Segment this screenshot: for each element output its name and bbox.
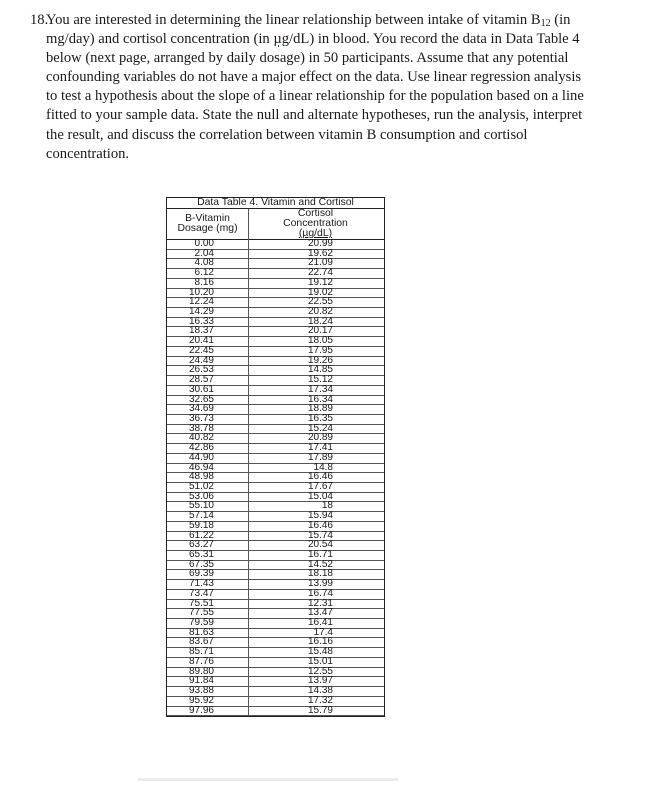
cortisol-cell: 15.12 <box>307 374 333 386</box>
cortisol-cell: 20.99 <box>307 238 333 249</box>
dosage-cell: 67.35 <box>188 558 214 570</box>
dosage-cell: 22.45 <box>188 344 214 356</box>
cortisol-cell: 13.97 <box>307 675 333 687</box>
dosage-cell: 73.47 <box>188 587 214 599</box>
unit-text: µg <box>273 31 290 48</box>
cortisol-cell: 16.46 <box>307 519 333 531</box>
dosage-cell: 55.10 <box>188 500 214 512</box>
dosage-cell: 32.65 <box>188 393 214 405</box>
question-text <box>48 11 636 164</box>
text-span: fitted to your sample data. State the null and alternate hypotheses, run the analysis, interpret <box>46 107 583 124</box>
dosage-cell: 65.31 <box>188 549 214 560</box>
text-span: You are interested in determining the linear relationship between intake of vitamin B <box>46 12 541 28</box>
dosage-cell: 42.86 <box>188 442 214 454</box>
text-span: below (next page, arranged by daily dosage) in 50 participants. Assume that any potential <box>46 50 569 67</box>
cortisol-cell: 18.18 <box>307 568 333 580</box>
data-table <box>166 197 385 717</box>
cortisol-cell: 14.52 <box>307 558 333 570</box>
dosage-cell: 36.73 <box>188 412 214 424</box>
table-row <box>167 704 384 717</box>
text-span: the result, and discuss the correlation between vitamin B consumption and cortisol <box>46 126 528 143</box>
question-line <box>48 145 636 164</box>
question-line <box>48 11 636 30</box>
text-span: concentration. <box>46 145 130 162</box>
question-number: 18. <box>30 12 49 28</box>
dosage-cell: 38.78 <box>188 422 214 434</box>
text-span: confounding variables do not have a major effect on the data. Use linear regression analysis <box>46 69 582 86</box>
table-header <box>167 209 384 240</box>
cortisol-cell: 19.02 <box>307 286 333 298</box>
cortisol-cell: 16.35 <box>307 412 333 424</box>
dosage-cell: 44.90 <box>188 451 214 463</box>
text-span: to test a hypothesis about the slope of a linear relationship for the population based on a line <box>46 88 584 105</box>
cortisol-cell: 18.05 <box>307 335 333 347</box>
cortisol-cell: 20.54 <box>307 539 333 551</box>
dosage-cell: 59.18 <box>188 519 214 531</box>
dosage-cell: 46.94 <box>188 461 214 473</box>
dosage-cell: 24.49 <box>188 354 214 366</box>
header-cortisol: Cortisol Concentration (µg/dL) <box>283 208 348 239</box>
dosage-cell: 48.98 <box>188 471 214 483</box>
cortisol-cell: 20.82 <box>307 306 333 318</box>
cortisol-cell: 17.95 <box>307 344 333 356</box>
cortisol-cell: 18.24 <box>307 315 333 327</box>
dosage-cell: 83.67 <box>188 636 214 648</box>
dosage-cell: 77.55 <box>188 607 214 619</box>
cortisol-cell: 12.31 <box>307 597 333 609</box>
cortisol-cell: 21.09 <box>307 257 333 269</box>
table-shadow <box>138 778 398 781</box>
dosage-cell: 51.02 <box>188 480 214 492</box>
header-dosage: B-Vitamin Dosage (mg) <box>177 213 238 234</box>
cortisol-cell: 19.26 <box>307 354 333 366</box>
cortisol-cell: 17.4 <box>313 626 333 638</box>
dosage-cell: 20.41 <box>188 335 214 347</box>
dosage-cell: 16.33 <box>188 315 214 327</box>
dosage-cell: 85.71 <box>188 646 214 658</box>
dosage-cell: 79.59 <box>188 617 214 629</box>
cortisol-cell: 17.32 <box>307 694 333 706</box>
cortisol-cell: 16.74 <box>307 587 333 599</box>
cortisol-cell: 15.94 <box>307 510 333 522</box>
dosage-cell: 63.27 <box>188 539 214 551</box>
dosage-cell: 71.43 <box>188 578 214 590</box>
cortisol-cell: 12.55 <box>307 665 333 677</box>
dosage-cell: 97.96 <box>188 704 214 716</box>
dosage-cell: 30.61 <box>188 383 214 395</box>
question-line <box>48 106 636 125</box>
text-span: (in <box>550 12 571 28</box>
dosage-cell: 10.20 <box>188 286 214 298</box>
dosage-cell: 95.92 <box>188 694 214 706</box>
dosage-cell: 91.84 <box>188 675 214 687</box>
column-separator <box>248 209 249 716</box>
cortisol-cell: 14.85 <box>307 364 333 376</box>
question-line <box>48 68 636 87</box>
cortisol-cell: 15.79 <box>307 704 333 716</box>
question-line <box>48 87 636 106</box>
dosage-cell: 53.06 <box>188 490 214 502</box>
cortisol-cell: 19.12 <box>307 276 333 288</box>
table-body <box>167 240 384 716</box>
dosage-cell: 89.80 <box>188 665 214 677</box>
dosage-cell: 87.76 <box>188 655 214 667</box>
cortisol-cell: 15.74 <box>307 529 333 541</box>
cortisol-cell: 19.62 <box>307 247 333 259</box>
cortisol-cell: 17.34 <box>307 383 333 395</box>
dosage-cell: 12.24 <box>188 296 214 308</box>
question-line <box>48 49 636 68</box>
cortisol-cell: 22.74 <box>307 267 333 279</box>
cortisol-cell: 17.89 <box>307 451 333 463</box>
text-span: /dL) in blood. You record the data in Data Table 4 <box>289 31 580 48</box>
dosage-cell: 14.29 <box>188 306 214 318</box>
dosage-cell: 93.88 <box>188 685 214 697</box>
dosage-cell: 81.63 <box>188 626 214 638</box>
dosage-cell: 28.57 <box>188 374 214 386</box>
cortisol-cell: 15.48 <box>307 646 333 658</box>
dosage-cell: 34.69 <box>188 403 214 415</box>
cortisol-cell: 15.24 <box>307 422 333 434</box>
question-block <box>30 11 636 164</box>
dosage-cell: 69.39 <box>188 568 214 580</box>
dosage-cell: 8.16 <box>194 276 214 288</box>
dosage-cell: 18.37 <box>188 325 214 337</box>
dosage-cell: 26.53 <box>188 364 214 376</box>
cortisol-cell: 16.46 <box>307 471 333 483</box>
dosage-cell: 61.22 <box>188 529 214 541</box>
text-span: mg/day) and cortisol concentration (in <box>46 31 274 48</box>
question-line <box>48 126 636 145</box>
dosage-cell: 0.00 <box>194 238 214 249</box>
cortisol-cell: 17.41 <box>307 442 333 454</box>
cortisol-cell: 16.34 <box>307 393 333 405</box>
dosage-cell: 2.04 <box>194 247 214 259</box>
cortisol-cell: 16.16 <box>307 636 333 648</box>
cortisol-cell: 14.38 <box>307 685 333 697</box>
cortisol-cell: 20.17 <box>307 325 333 337</box>
cortisol-cell: 13.47 <box>307 607 333 619</box>
cortisol-cell: 14.8 <box>313 461 333 473</box>
cortisol-cell: 22.55 <box>307 296 333 308</box>
question-line <box>48 30 636 49</box>
cortisol-cell: 16.41 <box>307 617 333 629</box>
dosage-cell: 75.51 <box>188 597 214 609</box>
cortisol-cell: 15.04 <box>307 490 333 502</box>
cortisol-cell: 16.71 <box>307 549 333 560</box>
cortisol-cell: 18.89 <box>307 403 333 415</box>
subscript: 12 <box>540 18 551 29</box>
dosage-cell: 6.12 <box>194 267 214 279</box>
dosage-cell: 40.82 <box>188 432 214 444</box>
cortisol-cell: 13.99 <box>307 578 333 590</box>
cortisol-cell: 18 <box>321 500 333 512</box>
table-title: Data Table 4. Vitamin and Cortisol <box>167 198 384 209</box>
cortisol-cell: 17.67 <box>307 480 333 492</box>
dosage-cell: 57.14 <box>188 510 214 522</box>
cortisol-cell: 15.01 <box>307 655 333 667</box>
dosage-cell: 4.08 <box>194 257 214 269</box>
cortisol-cell: 20.89 <box>307 432 333 444</box>
